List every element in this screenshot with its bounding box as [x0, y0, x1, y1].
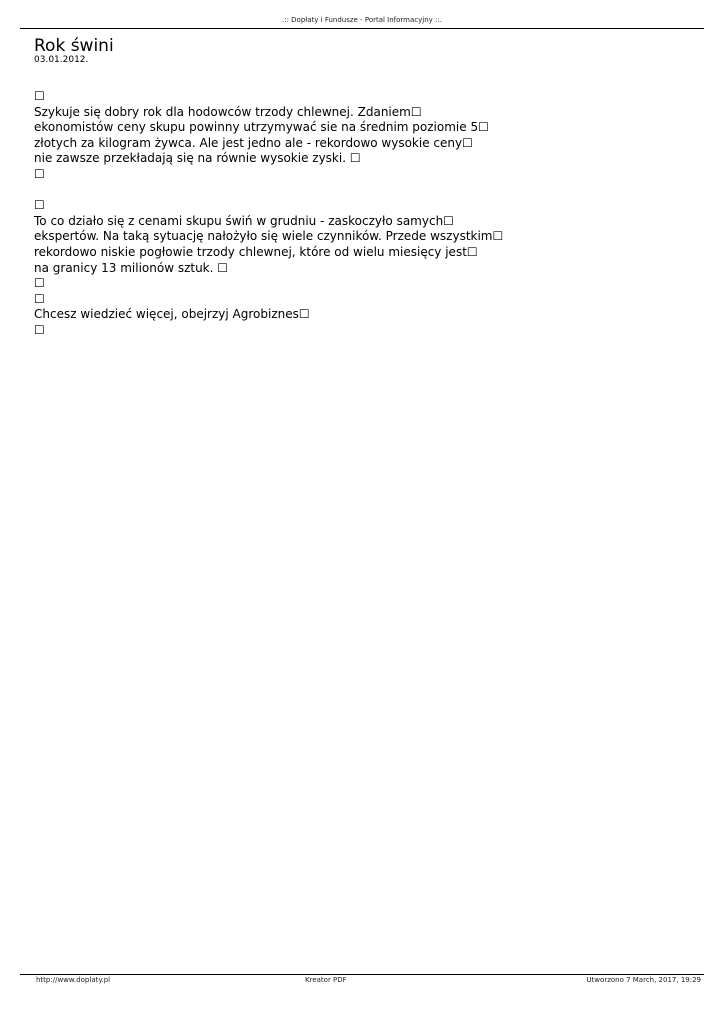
- body-line: ☐: [34, 89, 45, 103]
- body-line: ☐: [34, 322, 45, 337]
- body-line: rekordowo niskie pogłowie trzody chlewnej, które od wielu miesięcy jest☐: [34, 244, 478, 259]
- body-line: ☐: [34, 166, 45, 181]
- page-header: .:: Dopłaty i Fundusze - Portal Informacyjny ::.: [282, 16, 442, 24]
- article-body: [34, 89, 594, 339]
- body-line: Chcesz wiedzieć więcej, obejrzyj Agrobiznes☐: [34, 307, 310, 322]
- article-title: Rok świni: [34, 36, 114, 56]
- body-line: nie zawsze przekładają się na równie wysokie zyski. ☐: [34, 151, 361, 166]
- body-line: To co działo się z cenami skupu świń w grudniu - zaskoczyło samych☐: [34, 213, 454, 228]
- footer-divider: [20, 974, 704, 975]
- body-line: złotych za kilogram żywca. Ale jest jedno ale - rekordowo wysokie ceny☐: [34, 135, 473, 150]
- footer-creator: Kreator PDF: [305, 976, 347, 984]
- article-date: 03.01.2012.: [34, 55, 89, 65]
- body-line: ☐: [34, 276, 45, 291]
- body-line: na granicy 13 milionów sztuk. ☐: [34, 260, 229, 275]
- footer-created-timestamp: Utworzono 7 March, 2017, 19:29: [586, 976, 701, 984]
- body-line: ☐: [34, 291, 45, 306]
- body-line: ekspertów. Na taką sytuację nałożyło się wiele czynników. Przede wszystkim☐: [34, 229, 504, 244]
- body-line: Szykuje się dobry rok dla hodowców trzody chlewnej. Zdaniem☐: [34, 104, 422, 119]
- body-blank-line: [34, 183, 594, 199]
- body-line: ekonomistów ceny skupu powinny utrzymywać sie na średnim poziomie 5☐: [34, 120, 489, 135]
- header-divider: [20, 28, 704, 29]
- footer-url[interactable]: http://www.doplaty.pl: [36, 976, 111, 984]
- body-line: ☐: [34, 198, 45, 213]
